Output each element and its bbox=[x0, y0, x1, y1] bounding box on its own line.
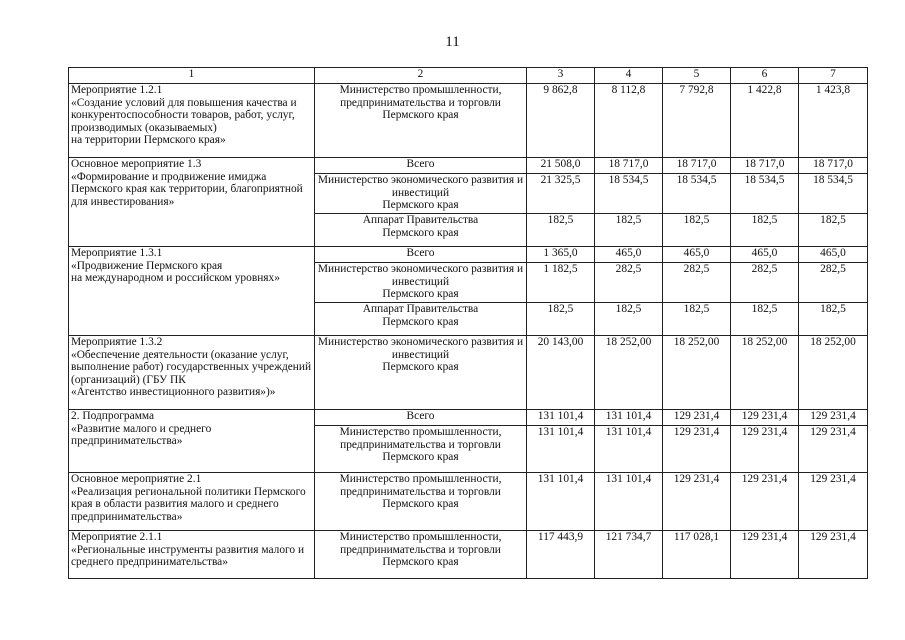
executor-cell: Министерство экономического развития и инвестиций Пермского края bbox=[315, 336, 527, 410]
header-cell: 1 bbox=[69, 68, 315, 84]
amount-cell: 465,0 bbox=[799, 247, 868, 263]
amount-cell: 7 792,8 bbox=[663, 84, 731, 158]
amount-cell: 131 101,4 bbox=[527, 410, 595, 426]
amount-cell: 18 717,0 bbox=[799, 158, 868, 174]
header-cell: 6 bbox=[731, 68, 799, 84]
amount-cell: 465,0 bbox=[595, 247, 663, 263]
amount-cell: 182,5 bbox=[663, 303, 731, 336]
executor-cell: Всего bbox=[315, 158, 527, 174]
amount-cell: 131 101,4 bbox=[527, 426, 595, 473]
amount-cell: 182,5 bbox=[663, 214, 731, 247]
header-cell: 5 bbox=[663, 68, 731, 84]
amount-cell: 1 182,5 bbox=[527, 263, 595, 303]
executor-cell: Аппарат Правительства Пермского края bbox=[315, 214, 527, 247]
amount-cell: 129 231,4 bbox=[731, 531, 799, 579]
amount-cell: 282,5 bbox=[663, 263, 731, 303]
amount-cell: 1 365,0 bbox=[527, 247, 595, 263]
amount-cell: 18 717,0 bbox=[595, 158, 663, 174]
table-row bbox=[69, 247, 868, 263]
table-row bbox=[69, 410, 868, 426]
executor-cell: Министерство промышленности, предпринимательства и торговли Пермского края bbox=[315, 426, 527, 473]
amount-cell: 129 231,4 bbox=[799, 473, 868, 531]
amount-cell: 182,5 bbox=[799, 214, 868, 247]
amount-cell: 1 422,8 bbox=[731, 84, 799, 158]
amount-cell: 21 325,5 bbox=[527, 174, 595, 214]
amount-cell: 182,5 bbox=[527, 303, 595, 336]
amount-cell: 117 028,1 bbox=[663, 531, 731, 579]
executor-cell: Аппарат Правительства Пермского края bbox=[315, 303, 527, 336]
event-name-cell: Мероприятие 1.2.1 «Создание условий для повышения качества и конкурентоспособности товаров, работ, услуг, производимых (оказываемых) на территории Пермского края» bbox=[69, 84, 315, 158]
event-name-cell: Мероприятие 2.1.1 «Региональные инструменты развития малого и среднего предпринимательства» bbox=[69, 531, 315, 579]
executor-cell: Всего bbox=[315, 247, 527, 263]
amount-cell: 129 231,4 bbox=[799, 426, 868, 473]
amount-cell: 18 534,5 bbox=[799, 174, 868, 214]
header-cell: 4 bbox=[595, 68, 663, 84]
amount-cell: 282,5 bbox=[799, 263, 868, 303]
table-row bbox=[69, 336, 868, 410]
header-cell: 2 bbox=[315, 68, 527, 84]
executor-cell: Всего bbox=[315, 410, 527, 426]
amount-cell: 129 231,4 bbox=[663, 473, 731, 531]
amount-cell: 117 443,9 bbox=[527, 531, 595, 579]
amount-cell: 129 231,4 bbox=[663, 410, 731, 426]
table-row bbox=[69, 84, 868, 158]
amount-cell: 8 112,8 bbox=[595, 84, 663, 158]
table-row bbox=[69, 158, 868, 174]
amount-cell: 20 143,00 bbox=[527, 336, 595, 410]
amount-cell: 18 717,0 bbox=[731, 158, 799, 174]
event-name-cell: 2. Подпрограмма «Развитие малого и среднего предпринимательства» bbox=[69, 410, 315, 473]
executor-cell: Министерство экономического развития и инвестиций Пермского края bbox=[315, 263, 527, 303]
amount-cell: 21 508,0 bbox=[527, 158, 595, 174]
amount-cell: 465,0 bbox=[731, 247, 799, 263]
amount-cell: 129 231,4 bbox=[663, 426, 731, 473]
amount-cell: 129 231,4 bbox=[731, 410, 799, 426]
amount-cell: 282,5 bbox=[731, 263, 799, 303]
amount-cell: 129 231,4 bbox=[731, 426, 799, 473]
amount-cell: 129 231,4 bbox=[731, 473, 799, 531]
amount-cell: 18 252,00 bbox=[799, 336, 868, 410]
amount-cell: 9 862,8 bbox=[527, 84, 595, 158]
amount-cell: 18 252,00 bbox=[663, 336, 731, 410]
amount-cell: 182,5 bbox=[595, 303, 663, 336]
header-cell: 3 bbox=[527, 68, 595, 84]
amount-cell: 182,5 bbox=[595, 214, 663, 247]
budget-table bbox=[68, 67, 868, 579]
executor-cell: Министерство экономического развития и инвестиций Пермского края bbox=[315, 174, 527, 214]
amount-cell: 18 252,00 bbox=[731, 336, 799, 410]
amount-cell: 182,5 bbox=[731, 214, 799, 247]
table-row bbox=[69, 531, 868, 579]
event-name-cell: Основное мероприятие 1.3 «Формирование и продвижение имиджа Пермского края как территории, благоприятной для инвестирования» bbox=[69, 158, 315, 247]
amount-cell: 18 717,0 bbox=[663, 158, 731, 174]
amount-cell: 465,0 bbox=[663, 247, 731, 263]
header-cell: 7 bbox=[799, 68, 868, 84]
amount-cell: 18 534,5 bbox=[595, 174, 663, 214]
executor-cell: Министерство промышленности, предпринимательства и торговли Пермского края bbox=[315, 531, 527, 579]
event-name-cell: Мероприятие 1.3.2 «Обеспечение деятельности (оказание услуг, выполнение работ) государственных учреждений (организаций) (ГБУ ПК «Агентство инвестиционного развития»)» bbox=[69, 336, 315, 410]
table-body bbox=[69, 68, 868, 579]
amount-cell: 18 534,5 bbox=[663, 174, 731, 214]
event-name-cell: Основное мероприятие 2.1 «Реализация региональной политики Пермского края в области развития малого и среднего предпринимательства» bbox=[69, 473, 315, 531]
table-row bbox=[69, 473, 868, 531]
page-number: 11 bbox=[445, 34, 460, 50]
amount-cell: 121 734,7 bbox=[595, 531, 663, 579]
amount-cell: 131 101,4 bbox=[527, 473, 595, 531]
executor-cell: Министерство промышленности, предпринимательства и торговли Пермского края bbox=[315, 84, 527, 158]
event-name-cell: Мероприятие 1.3.1 «Продвижение Пермского края на международном и российском уровнях» bbox=[69, 247, 315, 336]
amount-cell: 131 101,4 bbox=[595, 410, 663, 426]
amount-cell: 129 231,4 bbox=[799, 410, 868, 426]
amount-cell: 131 101,4 bbox=[595, 473, 663, 531]
amount-cell: 131 101,4 bbox=[595, 426, 663, 473]
amount-cell: 182,5 bbox=[731, 303, 799, 336]
amount-cell: 18 252,00 bbox=[595, 336, 663, 410]
amount-cell: 182,5 bbox=[527, 214, 595, 247]
amount-cell: 18 534,5 bbox=[731, 174, 799, 214]
amount-cell: 182,5 bbox=[799, 303, 868, 336]
amount-cell: 1 423,8 bbox=[799, 84, 868, 158]
amount-cell: 129 231,4 bbox=[799, 531, 868, 579]
amount-cell: 282,5 bbox=[595, 263, 663, 303]
header-row bbox=[69, 68, 868, 84]
executor-cell: Министерство промышленности, предпринимательства и торговли Пермского края bbox=[315, 473, 527, 531]
